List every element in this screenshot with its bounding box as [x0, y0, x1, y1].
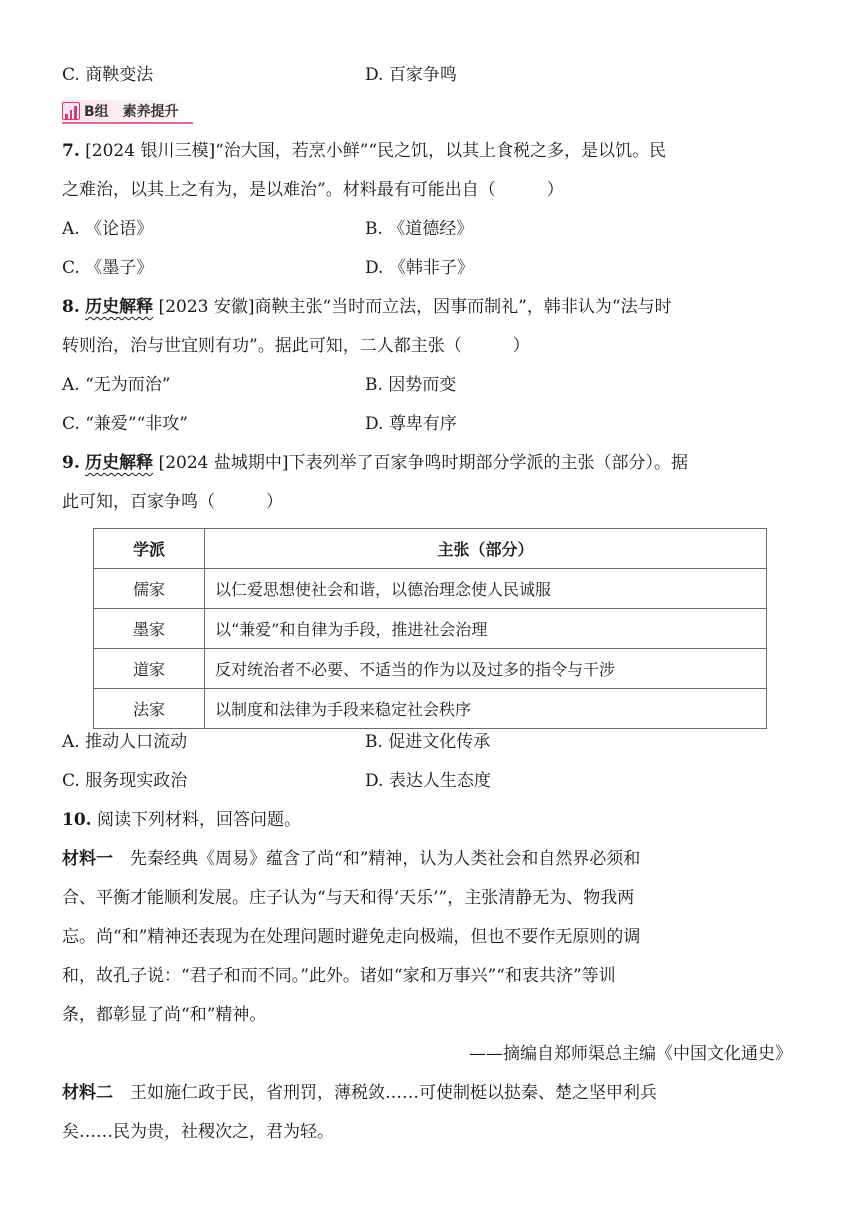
table-cell-school: 墨家	[94, 609, 205, 649]
material2-line1	[62, 1081, 657, 1105]
material2-text-1: 王如施仁政于民，省刑罚，薄税敛……可使制梃以挞秦、楚之坚甲利兵	[113, 1083, 657, 1103]
section-label: B组 素养提升	[84, 104, 179, 120]
table-cell-claim: 反对统治者不必要、不适当的作为以及过多的指令与干涉	[205, 649, 767, 689]
q9-stem-line2: 此可知，百家争鸣（ ）	[62, 492, 283, 512]
q10-number: 10.	[62, 810, 92, 830]
q8-option-c[interactable]: C. “兼爱”“非攻”	[62, 414, 188, 434]
q7-option-c[interactable]: C. 《墨子》	[62, 258, 154, 278]
q9-option-d[interactable]: D. 表达人生态度	[365, 771, 491, 791]
q7-stem-line1	[62, 139, 666, 163]
q6-option-d[interactable]: D. 百家争鸣	[365, 65, 457, 85]
q7-stem-line2: 之难治，以其上之有为，是以难治”。材料最有可能出自（ ）	[62, 180, 564, 200]
q9-text-1: [2024 盐城期中]下表列举了百家争鸣时期部分学派的主张（部分）。据	[153, 453, 688, 473]
q9-number: 9.	[62, 453, 80, 473]
material1-source: ——摘编自郑师渠总主编《中国文化通史》	[469, 1044, 792, 1064]
q8-option-a[interactable]: A. “无为而治”	[62, 375, 171, 395]
q7-text-1: [2024 银川三模]“治大国，若烹小鲜”“民之饥，以其上食税之多，是以饥。民	[79, 141, 667, 161]
table-row	[94, 569, 767, 609]
table-row	[94, 689, 767, 729]
table-header: 主张（部分）	[205, 529, 767, 569]
q7-number: 7.	[62, 141, 80, 161]
q8-stem-line1	[62, 295, 672, 319]
table-cell-school: 道家	[94, 649, 205, 689]
bar-chart-icon	[62, 102, 80, 120]
material1-line5: 条，都彰显了尚“和”精神。	[62, 1005, 267, 1025]
q8-text-1: [2023 安徽]商鞅主张“当时而立法，因事而制礼”，韩非认为“法与时	[153, 297, 672, 317]
q10-stem	[62, 808, 301, 832]
material2-line2: 矣……民为贵，社稷次之，君为轻。	[62, 1122, 334, 1142]
material2-label: 材料二	[62, 1083, 113, 1103]
q8-stem-line2: 转则治，治与世宜则有功”。据此可知，二人都主张（ ）	[62, 336, 530, 356]
material1-line3: 忘。尚“和”精神还表现为在处理问题时避免走向极端，但也不要作无原则的调	[62, 927, 641, 947]
q8-tag: 历史解释	[85, 297, 154, 317]
schools-table	[93, 528, 767, 729]
table-cell-claim: 以制度和法律为手段来稳定社会秩序	[205, 689, 767, 729]
table-row	[94, 609, 767, 649]
table-cell-school: 法家	[94, 689, 205, 729]
material1-line1	[62, 847, 640, 871]
q9-option-b[interactable]: B. 促进文化传承	[365, 732, 491, 752]
table-row	[94, 649, 767, 689]
section-badge	[62, 100, 193, 124]
q9-stem-line1	[62, 451, 688, 475]
q8-option-b[interactable]: B. 因势而变	[365, 375, 457, 395]
q9-option-a[interactable]: A. 推动人口流动	[62, 732, 188, 752]
q7-option-a[interactable]: A. 《论语》	[62, 219, 154, 239]
q8-option-d[interactable]: D. 尊卑有序	[365, 414, 457, 434]
q10-text: 阅读下列材料，回答问题。	[91, 810, 301, 830]
q9-option-c[interactable]: C. 服务现实政治	[62, 771, 188, 791]
material1-text-1: 先秦经典《周易》蕴含了尚“和”精神，认为人类社会和自然界必须和	[113, 849, 641, 869]
table-header-row	[94, 529, 767, 569]
q7-option-b[interactable]: B. 《道德经》	[365, 219, 474, 239]
table-header: 学派	[94, 529, 205, 569]
q7-option-d[interactable]: D. 《韩非子》	[365, 258, 474, 278]
q6-option-c[interactable]: C. 商鞅变法	[62, 65, 154, 85]
table-cell-claim: 以“兼爱”和自律为手段，推进社会治理	[205, 609, 767, 649]
material1-label: 材料一	[62, 849, 113, 869]
q8-number: 8.	[62, 297, 80, 317]
q9-tag: 历史解释	[85, 453, 154, 473]
material1-line4: 和，故孔子说：“君子和而不同。”此外。诸如“家和万事兴”“和衷共济”等训	[62, 966, 616, 986]
table-cell-claim: 以仁爱思想使社会和谐，以德治理念使人民诚服	[205, 569, 767, 609]
material1-line2: 合、平衡才能顺利发展。庄子认为“与天和得‘天乐’”，主张清静无为、物我两	[62, 888, 635, 908]
table-cell-school: 儒家	[94, 569, 205, 609]
